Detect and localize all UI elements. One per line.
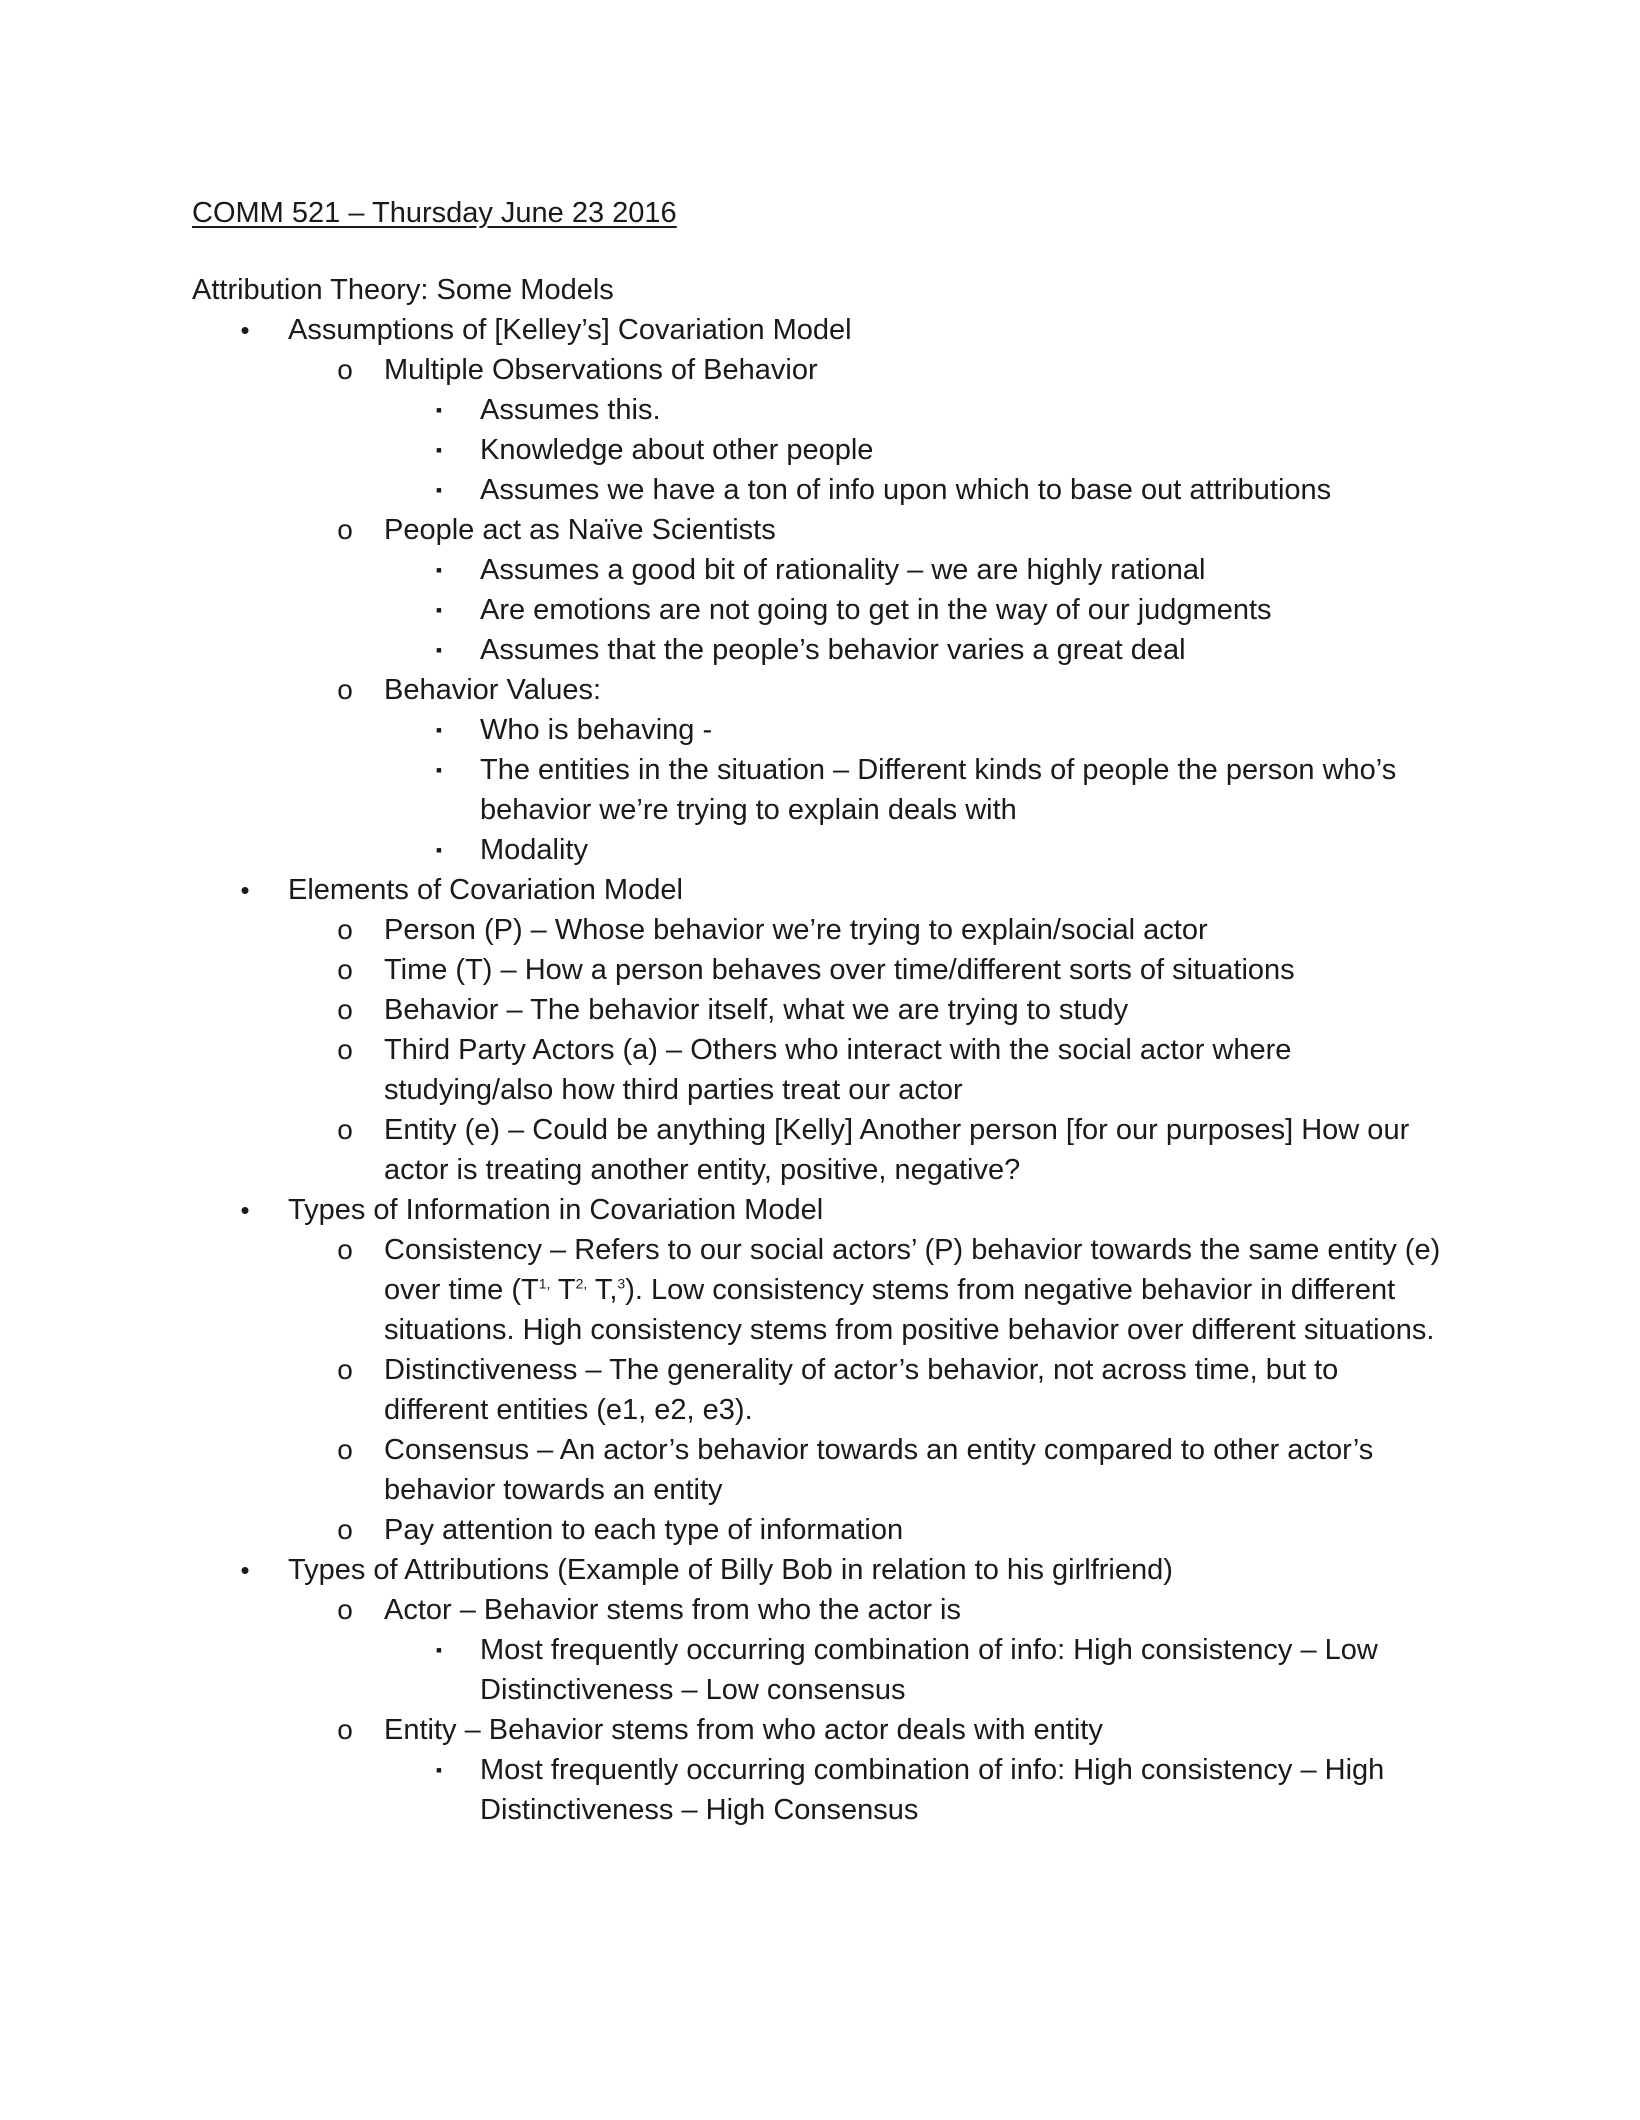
bullet-marker: ▪	[435, 600, 443, 620]
bullet-marker: •	[240, 1555, 250, 1585]
list-item-text: The entities in the situation – Different kinds of people the person who’s behavior we’re trying to explain deals with	[480, 754, 1397, 826]
list-item	[0, 870, 1448, 910]
bullet-marker: ▪	[435, 1640, 443, 1660]
bullet-marker: o	[337, 954, 353, 985]
section-heading: Attribution Theory: Some Models	[192, 274, 614, 306]
list-item	[0, 1710, 1448, 1750]
bullet-marker: •	[240, 1195, 250, 1225]
list-item	[0, 630, 1448, 670]
list-item	[0, 510, 1448, 550]
list-item-text: Knowledge about other people	[480, 434, 874, 466]
list-item-text: People act as Naïve Scientists	[384, 514, 776, 546]
list-item	[0, 1550, 1448, 1590]
list-item-text: Assumes we have a ton of info upon which to base out attributions	[480, 474, 1332, 506]
text-segment: T,	[587, 1274, 618, 1306]
list-item-text: Elements of Covariation Model	[288, 874, 683, 906]
bullet-marker: ▪	[435, 400, 443, 420]
list-item-text: Assumptions of [Kelley’s] Covariation Model	[288, 314, 852, 346]
list-item-text: Modality	[480, 834, 588, 866]
list-item-text: Multiple Observations of Behavior	[384, 354, 818, 386]
list-item	[0, 550, 1448, 590]
bullet-marker: o	[337, 1434, 353, 1465]
text-segment: T	[550, 1274, 576, 1306]
list-item	[0, 1430, 1448, 1510]
list-item-text: Consensus – An actor’s behavior towards an entity compared to other actor’s behavior towards an entity	[384, 1434, 1374, 1506]
list-item-text: Person (P) – Whose behavior we’re trying to explain/social actor	[384, 914, 1208, 946]
bullet-marker: o	[337, 994, 353, 1025]
list-item-text: Types of Information in Covariation Model	[288, 1194, 824, 1226]
list-item-text: Types of Attributions (Example of Billy Bob in relation to his girlfriend)	[288, 1554, 1173, 1586]
list-item	[0, 1630, 1448, 1710]
bullet-marker: ▪	[435, 560, 443, 580]
list-item	[0, 1230, 1448, 1350]
list-item-text: Behavior Values:	[384, 674, 602, 706]
bullet-marker: o	[337, 1234, 353, 1265]
bullet-marker: ▪	[435, 760, 443, 780]
bullet-marker: o	[337, 914, 353, 945]
document-title: COMM 521 – Thursday June 23 2016	[192, 197, 677, 229]
list-item	[0, 1110, 1448, 1190]
list-item	[0, 990, 1448, 1030]
list-item	[0, 1590, 1448, 1630]
superscript: 3	[617, 1275, 626, 1292]
text-segment: Consistency – Refers to our social actors’ (P) behavior towards the same entity (e) over time (T	[384, 1234, 1441, 1306]
list-item-text: Distinctiveness – The generality of actor’s behavior, not across time, but to different entities (e1, e2, e3).	[384, 1354, 1339, 1426]
bullet-marker: •	[240, 875, 250, 905]
list-item	[0, 470, 1448, 510]
list-item-text: Assumes a good bit of rationality – we are highly rational	[480, 554, 1206, 586]
bullet-marker: o	[337, 674, 353, 705]
bullet-marker: ▪	[435, 840, 443, 860]
bullet-marker: o	[337, 1714, 353, 1745]
list-item-text: Are emotions are not going to get in the way of our judgments	[480, 594, 1272, 626]
outline-list	[0, 310, 1640, 1830]
text-segment: ). Low consistency stems from negative behavior in different situations. High consistency stems from positive behavior over different situations.	[384, 1274, 1435, 1346]
list-item	[0, 670, 1448, 710]
bullet-marker: o	[337, 1594, 353, 1625]
list-item	[0, 1030, 1448, 1110]
list-item	[0, 910, 1448, 950]
list-item-text: Most frequently occurring combination of info: High consistency – Low Distinctiveness – Low consensus	[480, 1634, 1378, 1706]
list-item	[0, 950, 1448, 990]
list-item-text: Assumes this.	[480, 394, 661, 426]
list-item	[0, 1190, 1448, 1230]
superscript: 1,	[538, 1275, 551, 1292]
list-item	[0, 830, 1448, 870]
bullet-marker: o	[337, 1354, 353, 1385]
list-item	[0, 750, 1448, 830]
bullet-marker: o	[337, 354, 353, 385]
list-item-text: Actor – Behavior stems from who the actor is	[384, 1594, 961, 1626]
list-item-text: Entity – Behavior stems from who actor deals with entity	[384, 1714, 1103, 1746]
bullet-marker: ▪	[435, 640, 443, 660]
bullet-marker: ▪	[435, 720, 443, 740]
list-item-text: Entity (e) – Could be anything [Kelly] Another person [for our purposes] How our actor is treating another entity, positive, negative?	[384, 1114, 1410, 1186]
list-item	[0, 310, 1448, 350]
list-item	[0, 710, 1448, 750]
bullet-marker: ▪	[435, 480, 443, 500]
list-item	[0, 390, 1448, 430]
list-item	[0, 1510, 1448, 1550]
bullet-marker: o	[337, 1034, 353, 1065]
list-item-text: Who is behaving -	[480, 714, 713, 746]
bullet-marker: ▪	[435, 440, 443, 460]
bullet-marker: o	[337, 1514, 353, 1545]
list-item-text: Pay attention to each type of information	[384, 1514, 904, 1546]
list-item	[0, 350, 1448, 390]
bullet-marker: ▪	[435, 1760, 443, 1780]
list-item-text	[384, 1230, 1448, 1350]
list-item	[0, 1750, 1448, 1830]
list-item-text: Behavior – The behavior itself, what we are trying to study	[384, 994, 1129, 1026]
bullet-marker: o	[337, 1114, 353, 1145]
list-item	[0, 1350, 1448, 1430]
list-item-text: Most frequently occurring combination of info: High consistency – High Distinctiveness – High Consensus	[480, 1754, 1385, 1826]
superscript: 2,	[575, 1275, 588, 1292]
list-item-text: Time (T) – How a person behaves over time/different sorts of situations	[384, 954, 1295, 986]
list-item-text: Assumes that the people’s behavior varies a great deal	[480, 634, 1186, 666]
list-item-text: Third Party Actors (a) – Others who interact with the social actor where studying/also how third parties treat our actor	[384, 1034, 1292, 1106]
list-item	[0, 430, 1448, 470]
bullet-marker: •	[240, 315, 250, 345]
list-item	[0, 590, 1448, 630]
bullet-marker: o	[337, 514, 353, 545]
